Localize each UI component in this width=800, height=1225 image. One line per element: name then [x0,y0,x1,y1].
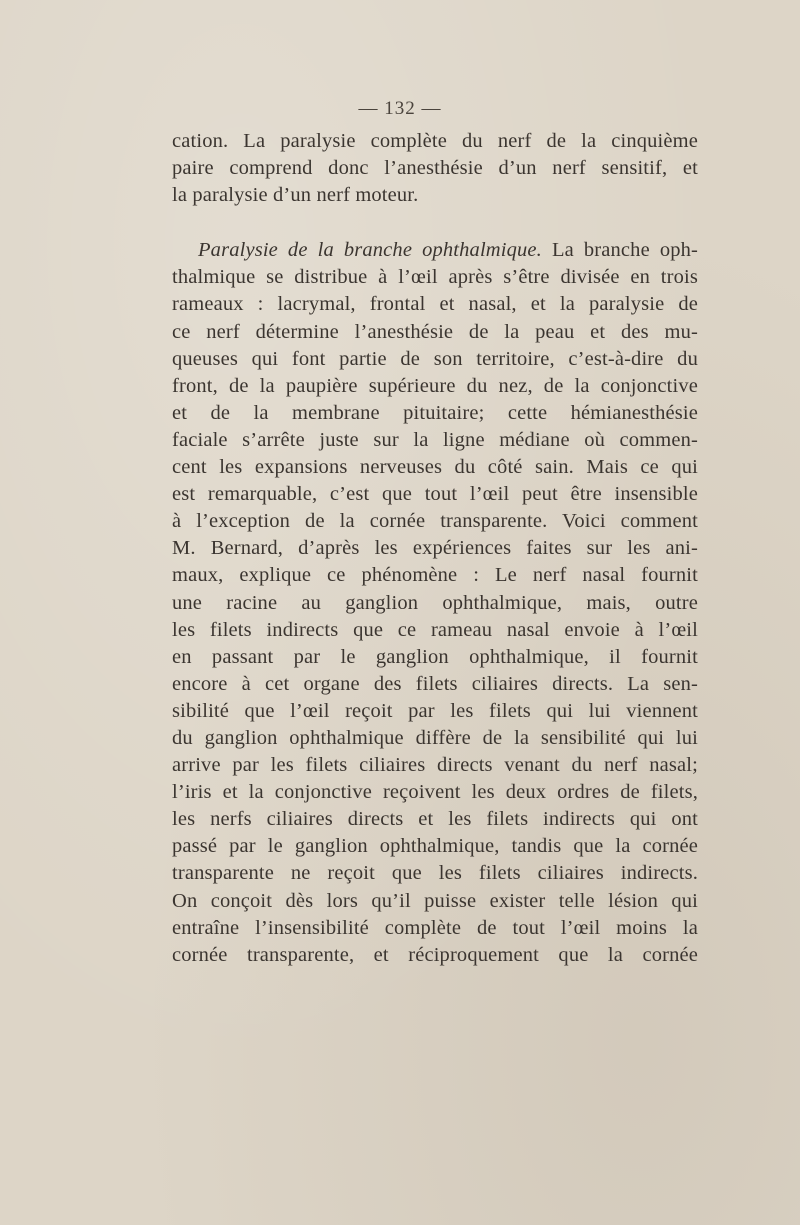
text-line: cation. La paralysie complète du nerf de la cinquième [172,130,698,152]
text-line: queuses qui font partie de son territoire, c’est-à-dire du [172,347,698,370]
text-line: cent les expansions nerveuses du côté sain. Mais ce qui [172,456,698,479]
text-line: front, de la paupière supérieure du nez, de la conjonctive [172,374,698,397]
text-line: en passant par le ganglion ophthalmique, il fournit [172,645,698,668]
text-line: passé par le ganglion ophthalmique, tandis que la cornée [172,835,698,858]
body-text [172,128,698,969]
text-line: l’iris et la conjonctive reçoivent les deux ordres de filets, [172,781,698,804]
text-line: faciale s’arrête juste sur la ligne médiane où commen- [172,428,698,451]
page-number: — 132 — [358,98,442,119]
paragraph-heading-line [172,237,698,264]
text-line: ce nerf détermine l’anesthésie de la peau et des mu- [172,320,698,343]
text-line: les filets indirects que ce rameau nasal envoie à l’œil [172,618,698,641]
text-line: à l’exception de la cornée transparente. Voici comment [172,510,698,533]
text-line: entraîne l’insensibilité complète de tout l’œil moins la [172,916,698,939]
text-line: la paralysie d’un nerf moteur. [172,184,419,207]
paragraph-gap [172,209,698,237]
text-line: maux, explique ce phénomène : Le nerf nasal fournit [172,564,698,587]
text-line: encore à cet organe des filets ciliaires directs. La sen- [172,672,698,695]
text-line: les nerfs ciliaires directs et les filets indirects qui ont [172,808,698,831]
text-line: est remarquable, c’est que tout l’œil peut être insensible [172,483,698,506]
text-line: une racine au ganglion ophthalmique, mais, outre [172,591,698,614]
text-line: transparente ne reçoit que les filets ciliaires indirects. [172,862,698,885]
text-line: On conçoit dès lors qu’il puisse exister telle lésion qui [172,889,698,912]
section-heading: Paralysie de la branche ophthalmique. [198,239,542,262]
text-fragment: La branche oph- [551,239,699,262]
text-line: cornée transparente, et réciproquement que la cornée [172,943,698,966]
text-line: sibilité que l’œil reçoit par les filets qui lui viennent [172,699,698,722]
text-line: rameaux : lacrymal, frontal et nasal, et la paralysie de [172,293,698,316]
text-line: M. Bernard, d’après les expériences faites sur les ani- [172,537,698,560]
text-line: thalmique se distribue à l’œil après s’être divisée en trois [172,266,698,289]
text-line: arrive par les filets ciliaires directs venant du nerf nasal; [172,754,698,777]
text-line: paire comprend donc l’anesthésie d’un nerf sensitif, et [172,157,698,180]
text-line: et de la membrane pituitaire; cette hémianesthésie [172,401,698,424]
text-line: du ganglion ophthalmique diffère de la sensibilité qui lui [172,726,698,749]
